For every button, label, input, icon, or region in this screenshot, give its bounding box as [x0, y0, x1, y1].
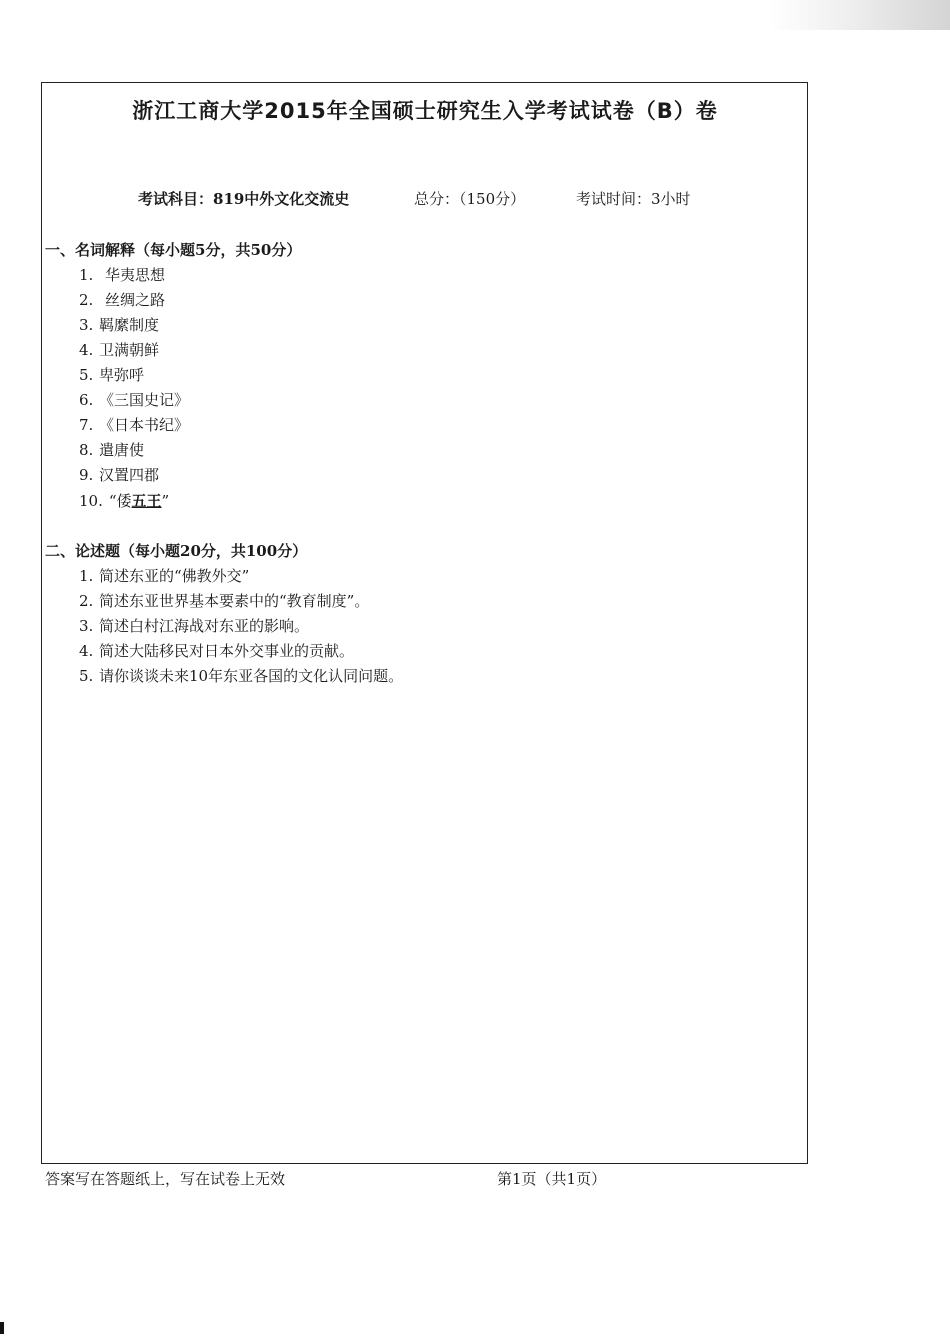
item-text: 羁縻制度 [99, 316, 160, 334]
section1-item [79, 464, 159, 485]
section1-item [79, 339, 159, 360]
item-text: 简述白村江海战对东亚的影响。 [99, 617, 310, 635]
item-text-emphasis: 五王 [131, 492, 162, 510]
footer-page-number: 第1页（共1页） [497, 1170, 607, 1188]
item-number: 2. [79, 291, 94, 309]
section1-item [79, 490, 169, 511]
item-text: 简述东亚世界基本要素中的“教育制度”。 [99, 592, 370, 610]
item-number: 4. [79, 341, 94, 359]
item-text: 请你谈谈未来10年东亚各国的文化认同问题。 [99, 667, 404, 685]
section1-item [79, 414, 189, 435]
item-number: 3. [79, 316, 94, 334]
item-text: 简述大陆移民对日本外交事业的贡献。 [99, 642, 355, 660]
item-number: 5. [79, 667, 94, 685]
exam-title: 浙江工商大学2015年全国硕士研究生入学考试试卷（B）卷 [132, 99, 718, 123]
item-text-suffix: ” [161, 492, 170, 510]
item-text-prefix: “倭 [108, 492, 132, 510]
section1-item [79, 364, 144, 385]
item-text: 华夷思想 [105, 266, 166, 284]
item-number: 8. [79, 441, 94, 459]
exam-subject: 考试科目：819中外文化交流史 [138, 190, 350, 208]
item-number: 5. [79, 366, 94, 384]
item-text: 《日本书纪》 [99, 416, 190, 434]
item-number: 3. [79, 617, 94, 635]
exam-time: 考试时间：3小时 [576, 190, 691, 208]
section2-heading: 二、论述题（每小题20分，共100分） [45, 542, 308, 560]
item-text: 丝绸之路 [105, 291, 166, 309]
section1-item [79, 314, 159, 335]
section1-item [79, 289, 165, 310]
item-number: 10. [79, 492, 103, 510]
item-number: 1. [79, 266, 94, 284]
item-text: 《三国史记》 [99, 391, 190, 409]
item-number: 4. [79, 642, 94, 660]
item-text: 遣唐使 [99, 441, 145, 459]
item-number: 7. [79, 416, 94, 434]
footer-answer-note: 答案写在答题纸上，写在试卷上无效 [45, 1170, 286, 1188]
section1-item [79, 264, 165, 285]
item-number: 6. [79, 391, 94, 409]
scan-mark [0, 1322, 4, 1334]
section2-item [79, 590, 369, 611]
item-text: 简述东亚的“佛教外交” [99, 567, 250, 585]
item-text: 卫满朝鲜 [99, 341, 160, 359]
item-text: 汉置四郡 [99, 466, 160, 484]
item-text: 卑弥呼 [99, 366, 145, 384]
section1-heading: 一、名词解释（每小题5分，共50分） [45, 241, 302, 259]
section1-item [79, 439, 144, 460]
section2-item [79, 640, 354, 661]
scan-edge-shade [770, 0, 950, 30]
exam-total-score: 总分：（150分） [414, 190, 526, 208]
item-number: 9. [79, 466, 94, 484]
section2-item [79, 615, 309, 636]
section2-item [79, 565, 249, 586]
item-number: 1. [79, 567, 94, 585]
item-number: 2. [79, 592, 94, 610]
section1-item [79, 389, 189, 410]
section2-item [79, 665, 403, 686]
